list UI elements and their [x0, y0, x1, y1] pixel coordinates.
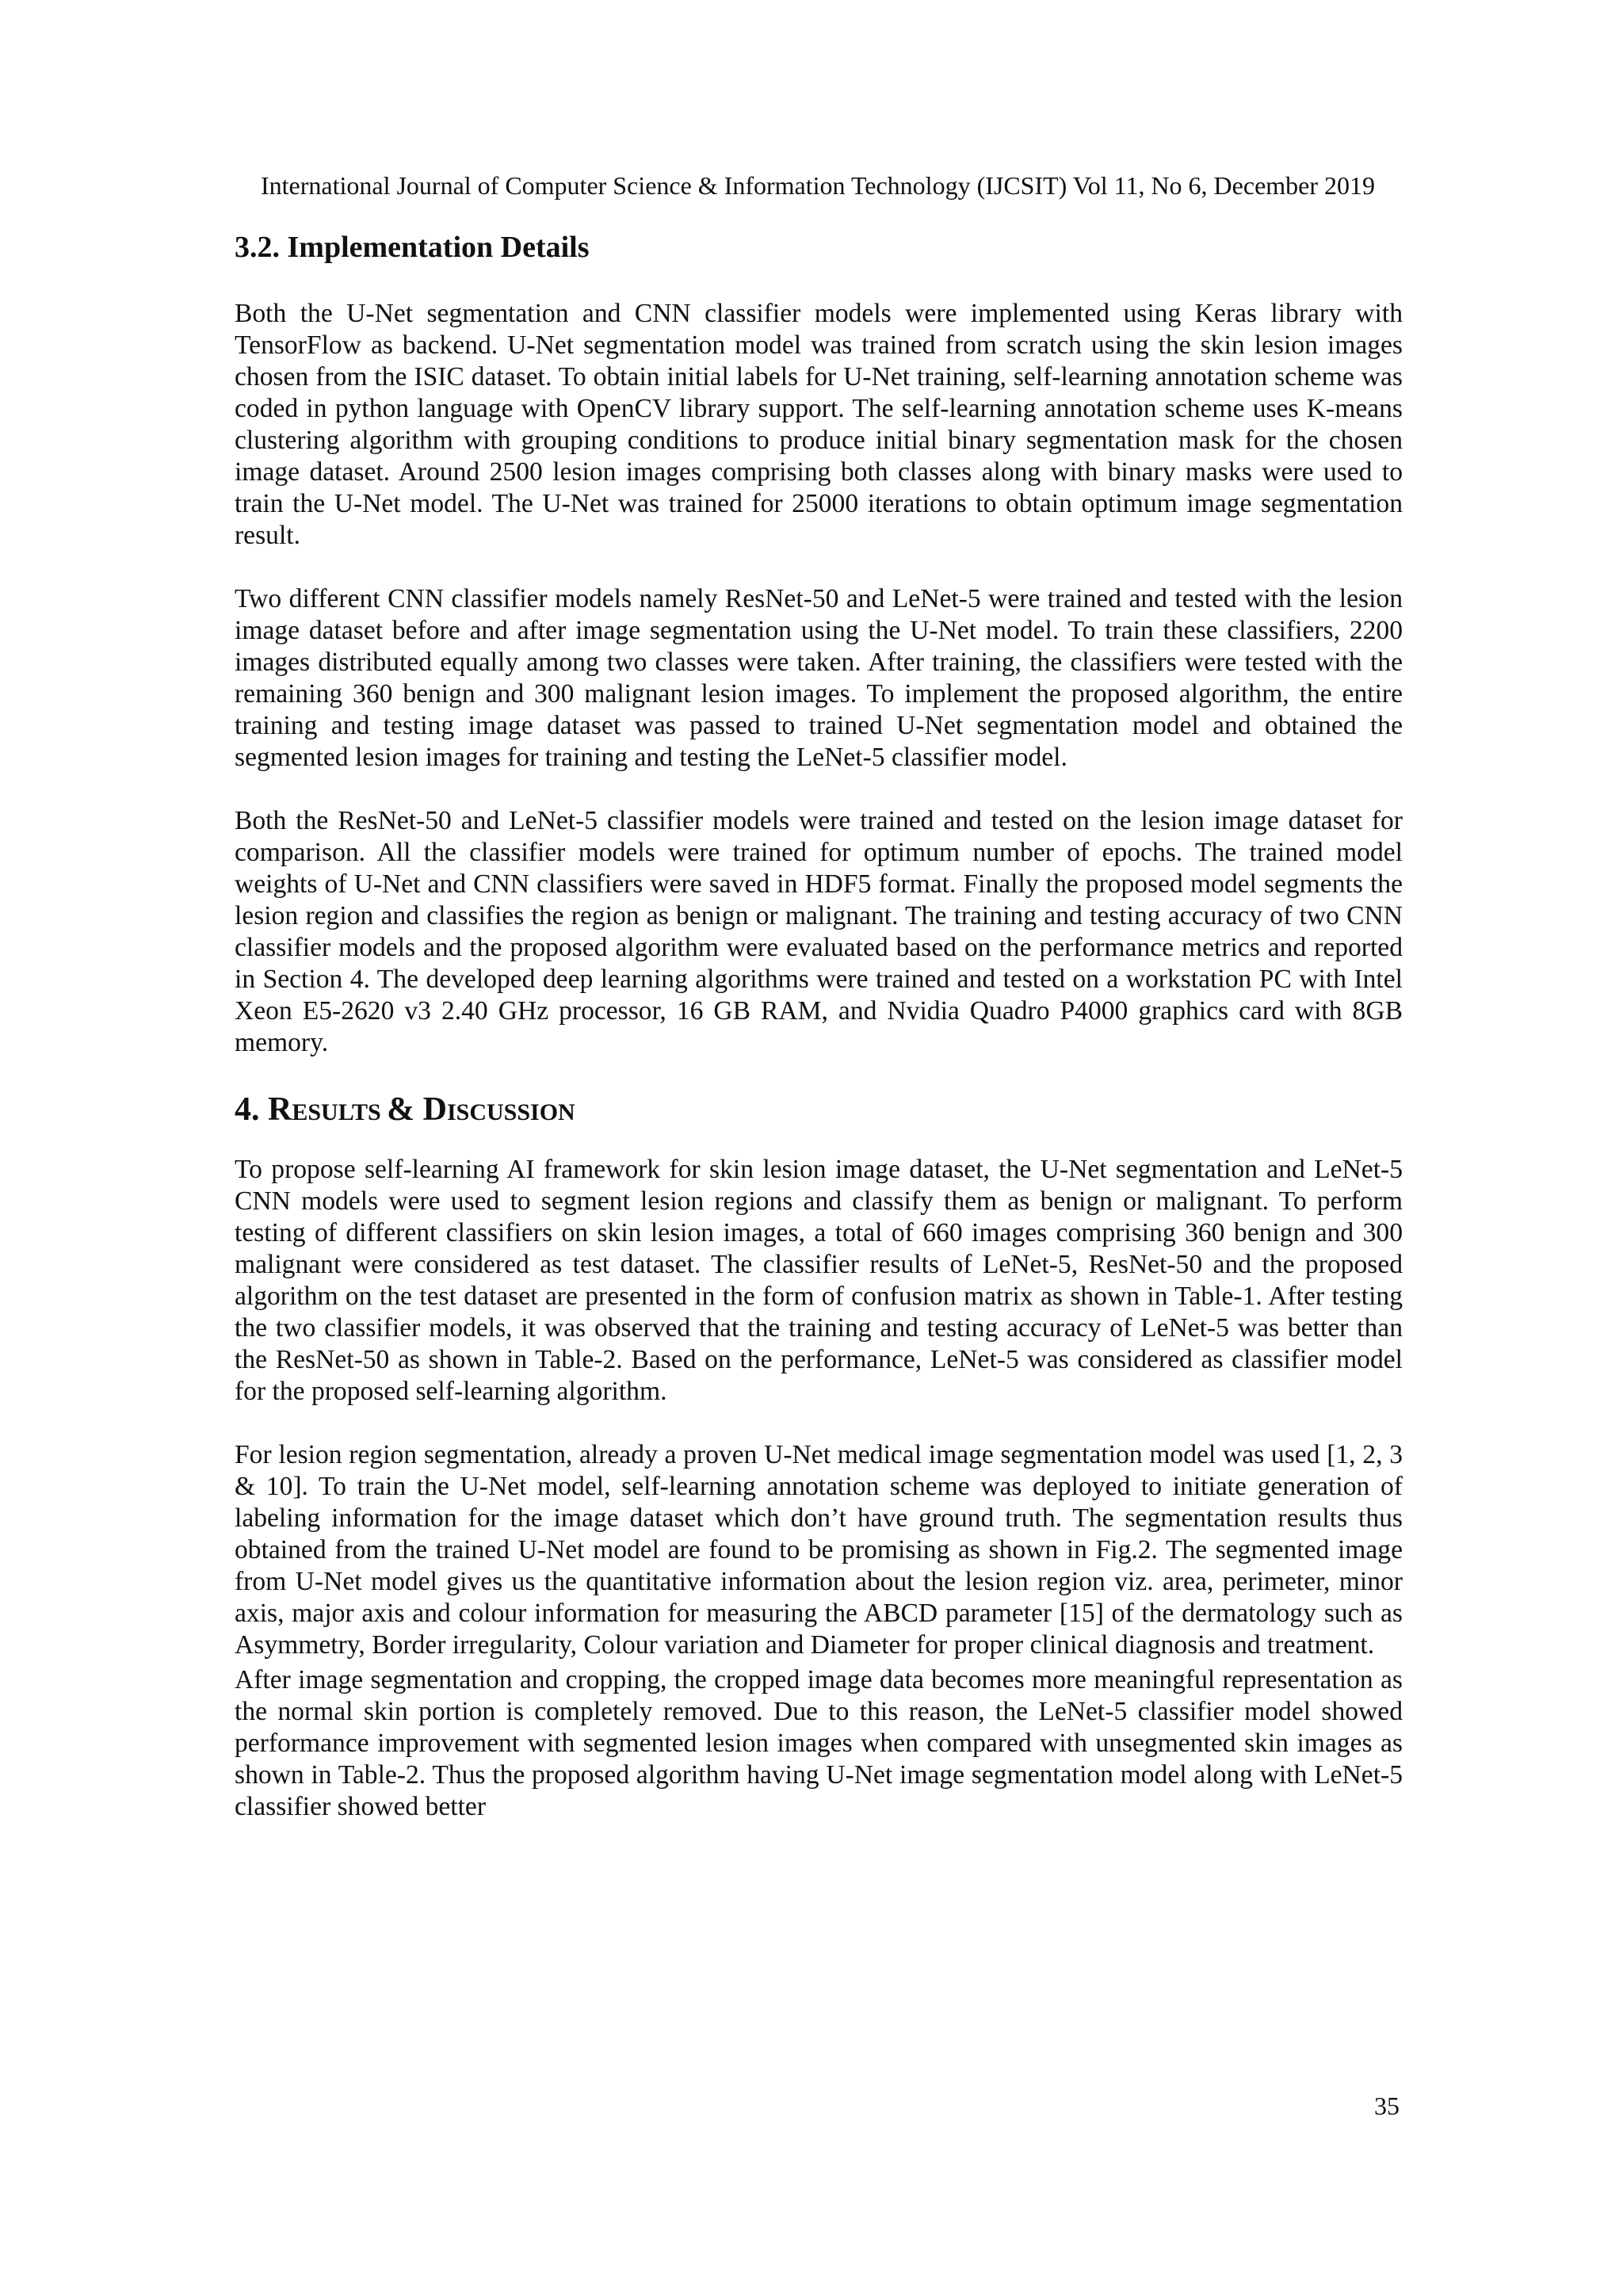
section-4-title-part-1: R: [268, 1091, 292, 1128]
section-4-title-part-4: ISCUSSION: [446, 1099, 575, 1125]
section-4-title-part-2: ESULTS: [292, 1099, 388, 1125]
page-body: [235, 228, 1403, 1823]
section-4-number: 4.: [235, 1091, 268, 1128]
paragraph-implementation-2: Two different CNN classifier models namely ResNet-50 and LeNet-5 were trained and tested with the lesion image dataset before and after image segmentation using the U-Net model. To train these classifiers, 2200 images distributed equally among two classes were taken. After training, the classifiers were tested with the remaining 360 benign and 300 malignant lesion images. To implement the proposed algorithm, the entire training and testing image dataset was passed to trained U-Net segmentation model and obtained the segmented lesion images for training and testing the LeNet-5 classifier model.: [235, 584, 1403, 772]
section-4-title-part-3: & D: [387, 1091, 447, 1128]
paragraph-implementation-3: Both the ResNet-50 and LeNet-5 classifier models were trained and tested on the lesion image dataset for comparison. All the classifier models were trained for optimum number of epochs. The trained model weights of U-Net and CNN classifiers were saved in HDF5 format. Finally the proposed model segments the lesion region and classifies the region as benign or malignant. The training and testing accuracy of two CNN classifier models and the proposed algorithm were evaluated based on the performance metrics and reported in Section 4. The developed deep learning algorithms were trained and tested on a workstation PC with Intel Xeon E5-2620 v3 2.40 GHz processor, 16 GB RAM, and Nvidia Quadro P4000 graphics card with 8GB memory.: [235, 806, 1403, 1057]
paragraph-results-3: After image segmentation and cropping, the cropped image data becomes more meaningful representation as the normal skin portion is completely removed. Due to this reason, the LeNet-5 classifier model showed performance improvement with segmented lesion images when compared with unsegmented skin images as shown in Table-2. Thus the proposed algorithm having U-Net image segmentation model along with LeNet-5 classifier showed better: [235, 1665, 1403, 1821]
paragraph-results-1: To propose self-learning AI framework for skin lesion image dataset, the U-Net segmentation and LeNet-5 CNN models were used to segment lesion regions and classify them as benign or malignant. To perform testing of different classifiers on skin lesion images, a total of 660 images comprising 360 benign and 300 malignant were considered as test dataset. The classifier results of LeNet-5, ResNet-50 and the proposed algorithm on the test dataset are presented in the form of confusion matrix as shown in Table-1. After testing the two classifier models, it was observed that the training and testing accuracy of LeNet-5 was better than the ResNet-50 as shown in Table-2. Based on the performance, LeNet-5 was considered as classifier model for the proposed self-learning algorithm.: [235, 1155, 1403, 1406]
paragraph-implementation-1: Both the U-Net segmentation and CNN classifier models were implemented using Keras library with TensorFlow as backend. U-Net segmentation model was trained from scratch using the skin lesion images chosen from the ISIC dataset. To obtain initial labels for U-Net training, self-learning annotation scheme was coded in python language with OpenCV library support. The self-learning annotation scheme uses K-means clustering algorithm with grouping conditions to produce initial binary segmentation mask for the chosen image dataset. Around 2500 lesion images comprising both classes along with binary masks were used to train the U-Net model. The U-Net was trained for 25000 iterations to obtain optimum image segmentation result.: [235, 299, 1403, 550]
section-4-heading: [235, 1091, 1403, 1132]
page-number: 35: [1374, 2092, 1400, 2120]
section-3-2-heading: 3.2. Implementation Details: [235, 231, 590, 264]
running-header: International Journal of Computer Science & Information Technology (IJCSIT) Vol 11, No 6, December 2019: [260, 171, 1376, 200]
paragraph-results-2: For lesion region segmentation, already a proven U-Net medical image segmentation model was used [1, 2, 3 & 10]. To train the U-Net model, self-learning annotation scheme was deployed to initiate generation of labeling information for the image dataset which don’t have ground truth. The segmentation results thus obtained from the trained U-Net model are found to be promising as shown in Fig.2. The segmented image from U-Net model gives us the quantitative information about the lesion region viz. area, perimeter, minor axis, major axis and colour information for measuring the ABCD parameter [15] of the dermatology such as Asymmetry, Border irregularity, Colour variation and Diameter for proper clinical diagnosis and treatment.: [235, 1440, 1403, 1660]
